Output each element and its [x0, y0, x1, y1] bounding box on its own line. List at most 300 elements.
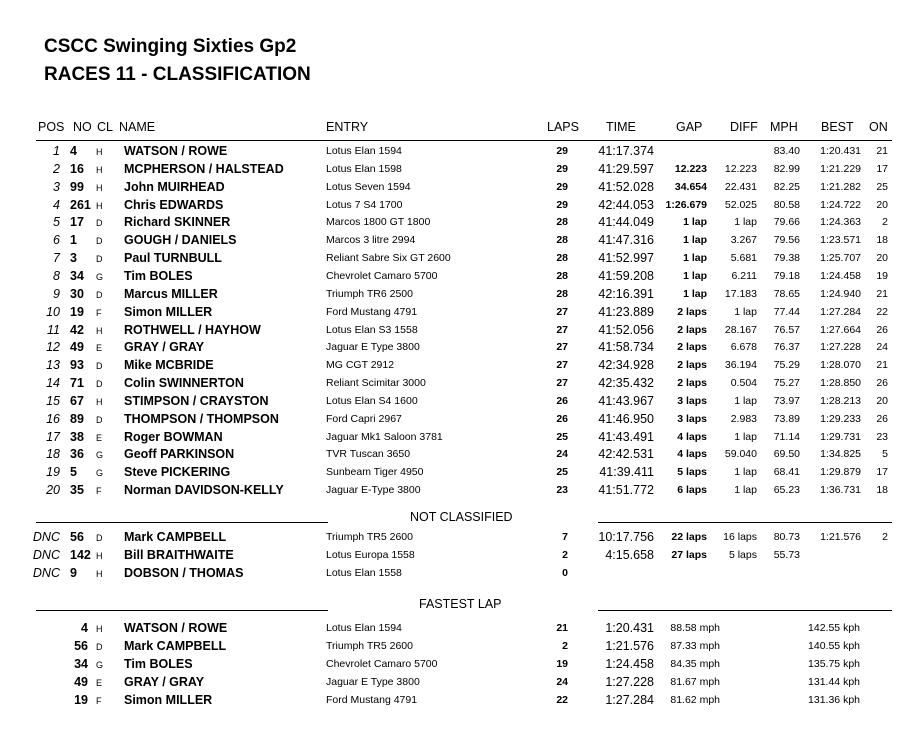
best-on-lap-cell: 20: [876, 198, 888, 211]
entry-cell: Jaguar E Type 3800: [326, 341, 420, 354]
entry-cell: Chevrolet Camaro 5700: [326, 269, 438, 282]
car-number-cell: 4: [81, 621, 88, 635]
laps-cell: 28: [556, 252, 568, 265]
gap-cell: 2 laps: [677, 305, 707, 318]
table-row: [0, 178, 924, 196]
divider-left-2: [36, 610, 328, 611]
entry-cell: Lotus Elan 1594: [326, 622, 402, 634]
best-lap-cell: 1:23.571: [820, 234, 861, 247]
table-row: [0, 410, 924, 428]
driver-name-cell: Mark CAMPBELL: [124, 530, 227, 544]
best-lap-cell: 1:29.731: [820, 430, 861, 443]
driver-name-cell: STIMPSON / CRAYSTON: [124, 393, 269, 408]
time-cell: 41:58.734: [598, 340, 654, 355]
diff-cell: 5 laps: [728, 549, 757, 561]
class-cell: G: [96, 660, 104, 670]
position-cell: 14: [46, 376, 60, 391]
entry-cell: Ford Mustang 4791: [326, 305, 418, 318]
laps-cell: 28: [556, 216, 568, 229]
best-on-lap-cell: 19: [876, 269, 888, 282]
car-number-cell: 30: [70, 286, 84, 301]
col-mph: MPH: [770, 120, 798, 134]
laps-cell: 27: [556, 323, 568, 336]
class-cell: E: [96, 678, 103, 688]
best-lap-cell: 1:21.229: [820, 162, 861, 175]
gap-cell: 1 lap: [683, 216, 707, 229]
position-cell: 10: [46, 304, 60, 319]
laps-cell: 24: [556, 448, 568, 461]
table-row: [0, 691, 924, 709]
gap-cell: 1 lap: [683, 234, 707, 247]
position-cell: 20: [46, 483, 60, 498]
diff-cell: 1 lap: [734, 430, 757, 443]
entry-cell: Ford Mustang 4791: [326, 694, 418, 706]
position-cell: 11: [47, 322, 60, 337]
table-row: [0, 637, 924, 655]
driver-name-cell: GRAY / GRAY: [124, 675, 205, 689]
best-lap-cell: 1:24.363: [820, 216, 861, 229]
car-number-cell: 42: [70, 322, 84, 337]
entry-cell: Reliant Scimitar 3000: [326, 377, 426, 390]
best-lap-cell: 1:25.707: [820, 252, 861, 265]
driver-name-cell: John MUIRHEAD: [124, 179, 225, 194]
laps-cell: 2: [562, 549, 568, 561]
driver-name-cell: Chris EDWARDS: [124, 197, 224, 212]
table-row: [0, 374, 924, 392]
mph-cell: 79.38: [773, 252, 800, 265]
class-cell: E: [96, 432, 103, 443]
best-lap-cell: 1:20.431: [820, 145, 861, 157]
car-number-cell: 9: [70, 566, 77, 580]
position-cell: 15: [46, 393, 60, 408]
col-gap: GAP: [676, 120, 703, 134]
col-cl: CL: [97, 120, 113, 134]
gap-cell: 1 lap: [683, 252, 707, 265]
class-cell: H: [96, 325, 103, 336]
best-lap-cell: 1:27.284: [820, 305, 861, 318]
table-row: [0, 546, 924, 564]
best-on-lap-cell: 21: [876, 359, 888, 372]
best-on-lap-cell: 23: [876, 430, 888, 443]
best-on-lap-cell: 20: [876, 394, 888, 407]
class-cell: H: [96, 569, 103, 579]
position-cell: 16: [46, 411, 60, 426]
gap-cell: 6 laps: [677, 484, 707, 497]
laps-cell: 27: [556, 305, 568, 318]
best-on-lap-cell: 24: [876, 341, 888, 354]
laps-cell: 26: [556, 394, 568, 407]
position-cell: DNC: [32, 548, 60, 562]
class-cell: D: [96, 379, 103, 390]
table-row: [0, 303, 924, 321]
time-cell: 4:15.658: [605, 548, 654, 562]
mph-cell: 73.97: [773, 394, 800, 407]
col-on: ON: [869, 120, 888, 134]
entry-cell: Lotus Elan S4 1600: [326, 394, 418, 407]
class-cell: D: [96, 361, 103, 372]
laps-cell: 27: [556, 341, 568, 354]
best-on-lap-cell: 26: [876, 412, 888, 425]
driver-name-cell: Simon MILLER: [124, 693, 213, 707]
kph-cell: 140.55 kph: [808, 640, 860, 652]
gap-cell: 12.223: [674, 162, 707, 175]
diff-cell: 1 lap: [734, 394, 757, 407]
mph-cell: 71.14: [773, 430, 800, 443]
kph-cell: 135.75 kph: [808, 658, 860, 670]
table-row: [0, 321, 924, 339]
position-cell: 1: [53, 144, 60, 158]
position-cell: 8: [53, 268, 60, 283]
time-cell: 41:43.967: [598, 393, 654, 408]
lap-time-cell: 1:27.284: [605, 693, 654, 707]
col-no: NO: [73, 120, 92, 134]
best-lap-cell: 1:21.576: [820, 531, 861, 543]
lap-number-cell: 24: [556, 676, 568, 688]
best-on-lap-cell: 5: [882, 448, 888, 461]
mph-cell: 76.37: [773, 341, 800, 354]
class-cell: F: [96, 696, 102, 706]
diff-cell: 52.025: [724, 198, 757, 211]
laps-cell: 29: [556, 145, 568, 157]
lap-number-cell: 22: [556, 694, 568, 706]
gap-cell: 34.654: [674, 180, 707, 193]
best-on-lap-cell: 17: [876, 466, 888, 479]
mph-cell: 80.73: [773, 531, 800, 543]
table-row: [0, 267, 924, 285]
class-cell: D: [96, 254, 103, 265]
entry-cell: Jaguar Mk1 Saloon 3781: [326, 430, 443, 443]
driver-name-cell: Steve PICKERING: [124, 465, 231, 480]
best-lap-cell: 1:27.664: [820, 323, 861, 336]
mph-cell: 83.40: [773, 145, 800, 157]
entry-cell: Chevrolet Camaro 5700: [326, 658, 438, 670]
gap-cell: 3 laps: [677, 394, 707, 407]
diff-cell: 1 lap: [734, 305, 757, 318]
car-number-cell: 38: [70, 429, 84, 444]
laps-cell: 25: [556, 466, 568, 479]
lap-number-cell: 19: [556, 658, 568, 670]
gap-cell: 1:26.679: [665, 198, 707, 211]
class-cell: D: [96, 533, 103, 543]
time-cell: 41:17.374: [598, 144, 654, 158]
table-row: [0, 463, 924, 481]
best-lap-cell: 1:28.213: [820, 394, 861, 407]
class-cell: G: [96, 450, 104, 461]
time-cell: 41:46.950: [598, 411, 654, 426]
driver-name-cell: Mark CAMPBELL: [124, 639, 227, 653]
position-cell: 5: [53, 215, 60, 230]
entry-cell: Reliant Sabre Six GT 2600: [326, 252, 451, 265]
best-on-lap-cell: 26: [876, 323, 888, 336]
best-on-lap-cell: 21: [876, 287, 888, 300]
class-cell: D: [96, 218, 103, 229]
time-cell: 41:52.997: [598, 251, 654, 266]
class-cell: H: [96, 147, 103, 157]
driver-name-cell: Colin SWINNERTON: [124, 376, 244, 391]
best-lap-cell: 1:24.458: [820, 269, 861, 282]
entry-cell: Lotus Elan S3 1558: [326, 323, 418, 336]
position-cell: 3: [53, 179, 60, 194]
table-row: [0, 445, 924, 463]
position-cell: 2: [53, 161, 60, 176]
driver-name-cell: DOBSON / THOMAS: [124, 566, 244, 580]
best-on-lap-cell: 25: [876, 180, 888, 193]
car-number-cell: 19: [74, 693, 88, 707]
mph-cell: 69.50: [773, 448, 800, 461]
class-cell: E: [96, 343, 103, 354]
diff-cell: 5.681: [730, 252, 757, 265]
class-cell: F: [96, 486, 102, 497]
time-cell: 42:34.928: [598, 358, 654, 373]
mph-cell: 76.57: [773, 323, 800, 336]
table-row: [0, 481, 924, 499]
position-cell: DNC: [32, 530, 60, 544]
diff-cell: 3.267: [730, 234, 757, 247]
time-cell: 10:17.756: [598, 530, 654, 544]
car-number-cell: 89: [70, 411, 84, 426]
car-number-cell: 17: [70, 215, 84, 230]
table-row: [0, 619, 924, 637]
entry-cell: Jaguar E Type 3800: [326, 676, 420, 688]
best-on-lap-cell: 2: [882, 216, 888, 229]
class-cell: H: [96, 200, 103, 211]
laps-cell: 23: [556, 484, 568, 497]
driver-name-cell: Norman DAVIDSON-KELLY: [124, 483, 284, 498]
time-cell: 42:35.432: [598, 376, 654, 391]
entry-cell: Lotus Europa 1558: [326, 549, 415, 561]
driver-name-cell: Mike MCBRIDE: [124, 358, 214, 373]
time-cell: 41:51.772: [598, 483, 654, 498]
best-lap-cell: 1:24.722: [820, 198, 861, 211]
time-cell: 41:52.028: [598, 179, 654, 194]
col-entry: ENTRY: [326, 120, 369, 134]
best-on-lap-cell: 18: [876, 234, 888, 247]
car-number-cell: 34: [70, 268, 84, 283]
time-cell: 42:16.391: [598, 286, 654, 301]
laps-cell: 7: [562, 531, 568, 543]
driver-name-cell: THOMPSON / THOMPSON: [124, 411, 279, 426]
laps-cell: 0: [562, 567, 568, 579]
car-number-cell: 36: [70, 447, 84, 462]
col-best: BEST: [821, 120, 854, 134]
time-cell: 41:23.889: [598, 304, 654, 319]
diff-cell: 12.223: [724, 162, 757, 175]
table-row: [0, 160, 924, 178]
car-number-cell: 71: [70, 376, 84, 391]
class-cell: F: [96, 307, 102, 318]
gap-cell: 1 lap: [683, 269, 707, 282]
position-cell: 6: [53, 233, 60, 248]
driver-name-cell: Geoff PARKINSON: [124, 447, 235, 462]
diff-cell: 0.504: [730, 377, 757, 390]
diff-cell: 1 lap: [734, 484, 757, 497]
table-row: [0, 655, 924, 673]
laps-cell: 27: [556, 377, 568, 390]
driver-name-cell: Marcus MILLER: [124, 286, 218, 301]
diff-cell: 16 laps: [723, 531, 757, 543]
not-classified-title: NOT CLASSIFIED: [410, 510, 513, 524]
gap-cell: 2 laps: [677, 341, 707, 354]
entry-cell: Lotus Elan 1598: [326, 162, 402, 175]
class-cell: H: [96, 182, 103, 193]
time-cell: 41:47.316: [598, 233, 654, 248]
diff-cell: 2.983: [730, 412, 757, 425]
diff-cell: 1 lap: [734, 216, 757, 229]
class-cell: D: [96, 236, 103, 247]
best-lap-cell: 1:28.850: [820, 377, 861, 390]
car-number-cell: 56: [74, 639, 88, 653]
divider-left: [36, 522, 328, 523]
col-diff: DIFF: [730, 120, 758, 134]
laps-cell: 26: [556, 412, 568, 425]
best-on-lap-cell: 22: [876, 305, 888, 318]
lap-time-cell: 1:27.228: [605, 675, 654, 689]
best-on-lap-cell: 26: [876, 377, 888, 390]
entry-cell: Triumph TR5 2600: [326, 531, 413, 543]
position-cell: 19: [46, 465, 60, 480]
mph-cell: 82.99: [773, 162, 800, 175]
mph-cell: 80.58: [773, 198, 800, 211]
page-title: RACES 11 - CLASSIFICATION: [44, 64, 311, 85]
mph-cell: 78.65: [773, 287, 800, 300]
lap-number-cell: 21: [556, 622, 568, 634]
driver-name-cell: WATSON / ROWE: [124, 144, 228, 158]
gap-cell: 27 laps: [671, 549, 707, 561]
mph-cell: 81.62 mph: [670, 694, 720, 706]
best-lap-cell: 1:21.282: [820, 180, 861, 193]
class-cell: H: [96, 551, 103, 561]
laps-cell: 29: [556, 198, 568, 211]
divider-right-2: [598, 610, 892, 611]
diff-cell: 22.431: [724, 180, 757, 193]
class-cell: H: [96, 396, 103, 407]
time-cell: 41:39.411: [599, 465, 654, 480]
table-row: [0, 428, 924, 446]
car-number-cell: 49: [70, 340, 84, 355]
car-number-cell: 93: [70, 358, 84, 373]
table-row: [0, 392, 924, 410]
mph-cell: 79.66: [773, 216, 800, 229]
driver-name-cell: Tim BOLES: [124, 268, 193, 283]
entry-cell: Triumph TR5 2600: [326, 640, 413, 652]
entry-cell: MG CGT 2912: [326, 359, 395, 372]
car-number-cell: 19: [70, 304, 84, 319]
laps-cell: 25: [556, 430, 568, 443]
entry-cell: Lotus Seven 1594: [326, 180, 411, 193]
table-row: [0, 673, 924, 691]
diff-cell: 28.167: [724, 323, 757, 336]
laps-cell: 29: [556, 180, 568, 193]
table-row: [0, 231, 924, 249]
best-lap-cell: 1:28.070: [820, 359, 861, 372]
diff-cell: 59.040: [724, 448, 757, 461]
best-on-lap-cell: 18: [876, 484, 888, 497]
table-row: [0, 338, 924, 356]
lap-time-cell: 1:20.431: [605, 621, 654, 635]
entry-cell: Lotus Elan 1594: [326, 145, 402, 157]
lap-time-cell: 1:24.458: [605, 657, 654, 671]
col-pos: POS: [38, 120, 65, 134]
entry-cell: Lotus Elan 1558: [326, 567, 402, 579]
entry-cell: TVR Tuscan 3650: [326, 448, 411, 461]
gap-cell: 2 laps: [677, 359, 707, 372]
driver-name-cell: Paul TURNBULL: [124, 251, 222, 266]
best-lap-cell: 1:34.825: [820, 448, 861, 461]
gap-cell: 4 laps: [677, 448, 707, 461]
best-lap-cell: 1:24.940: [820, 287, 861, 300]
driver-name-cell: ROTHWELL / HAYHOW: [124, 322, 261, 337]
diff-cell: 17.183: [724, 287, 757, 300]
diff-cell: 6.678: [730, 341, 757, 354]
gap-cell: 5 laps: [677, 466, 707, 479]
laps-cell: 28: [556, 269, 568, 282]
table-row: [0, 142, 924, 160]
mph-cell: 77.44: [773, 305, 800, 318]
header-divider: [36, 140, 892, 141]
car-number-cell: 1: [70, 233, 77, 248]
driver-name-cell: GRAY / GRAY: [124, 340, 205, 355]
car-number-cell: 16: [70, 161, 84, 176]
time-cell: 41:44.049: [598, 215, 654, 230]
gap-cell: 1 lap: [683, 287, 707, 300]
position-cell: 9: [53, 286, 60, 301]
best-lap-cell: 1:29.879: [820, 466, 861, 479]
best-on-lap-cell: 17: [876, 162, 888, 175]
fastest-lap-title: FASTEST LAP: [419, 597, 502, 611]
car-number-cell: 3: [70, 251, 77, 266]
table-row: [0, 249, 924, 267]
table-row: [0, 564, 924, 582]
laps-cell: 28: [556, 234, 568, 247]
entry-cell: Triumph TR6 2500: [326, 287, 413, 300]
mph-cell: 68.41: [773, 466, 800, 479]
mph-cell: 65.23: [773, 484, 800, 497]
best-on-lap-cell: 20: [876, 252, 888, 265]
laps-cell: 29: [556, 162, 568, 175]
best-lap-cell: 1:29.233: [820, 412, 861, 425]
table-row: [0, 285, 924, 303]
laps-cell: 27: [556, 359, 568, 372]
car-number-cell: 99: [70, 179, 84, 194]
mph-cell: 75.27: [773, 377, 800, 390]
driver-name-cell: WATSON / ROWE: [124, 621, 228, 635]
position-cell: 18: [46, 447, 60, 462]
entry-cell: Marcos 3 litre 2994: [326, 234, 416, 247]
mph-cell: 82.25: [773, 180, 800, 193]
class-cell: G: [96, 468, 104, 479]
col-laps: LAPS: [547, 120, 579, 134]
car-number-cell: 35: [70, 483, 84, 498]
gap-cell: 3 laps: [677, 412, 707, 425]
mph-cell: 88.58 mph: [670, 622, 720, 634]
diff-cell: 6.211: [731, 269, 757, 282]
entry-cell: Marcos 1800 GT 1800: [326, 216, 431, 229]
table-row: [0, 213, 924, 231]
car-number-cell: 142: [70, 548, 91, 562]
series-title: CSCC Swinging Sixties Gp2: [44, 36, 297, 57]
class-cell: H: [96, 624, 103, 634]
time-cell: 41:52.056: [598, 322, 654, 337]
divider-right: [598, 522, 892, 523]
driver-name-cell: GOUGH / DANIELS: [124, 233, 237, 248]
time-cell: 41:43.491: [598, 429, 654, 444]
position-cell: DNC: [32, 566, 60, 580]
time-cell: 41:29.597: [598, 161, 654, 176]
entry-cell: Jaguar E-Type 3800: [326, 484, 421, 497]
driver-name-cell: Tim BOLES: [124, 657, 193, 671]
gap-cell: 2 laps: [677, 323, 707, 336]
best-lap-cell: 1:27.228: [820, 341, 861, 354]
